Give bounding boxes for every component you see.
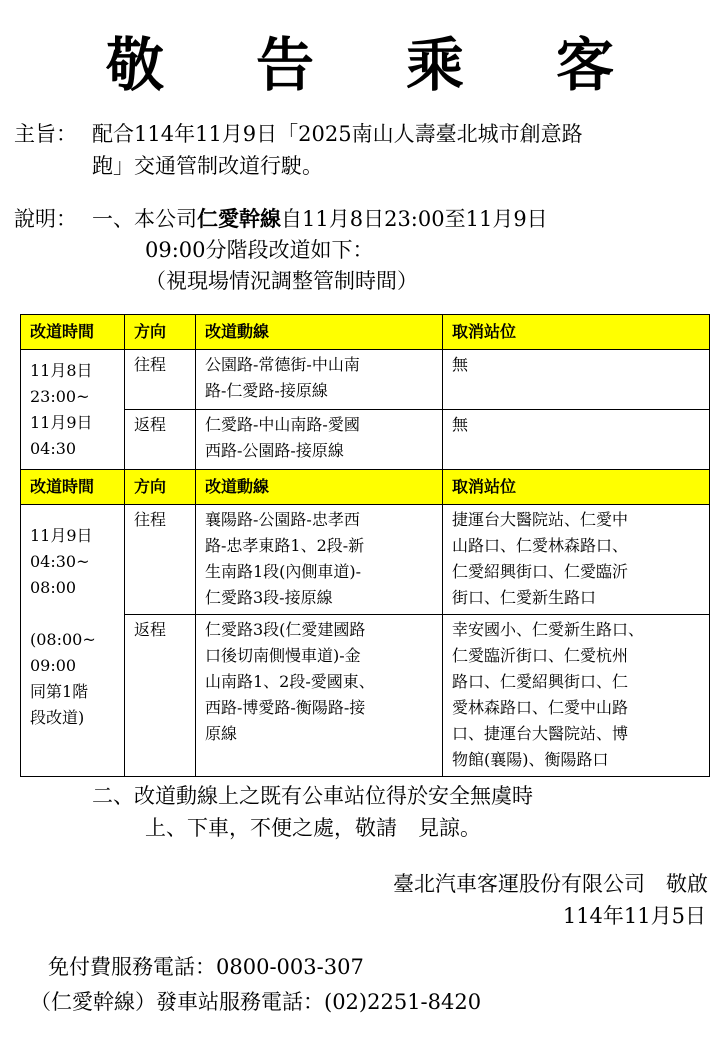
explanation-item-1-line-3: （視現場情況調整管制時間） — [145, 269, 418, 293]
subject-line-1: 配合114年11月9日「2025南山人壽臺北城市創意路 — [92, 122, 583, 146]
route-name: 仁愛幹線 — [197, 206, 281, 231]
block-1-outbound-direction: 往程 — [125, 350, 196, 410]
title-char: 客 — [556, 31, 615, 99]
block-2-outbound-cancelled: 捷運台大醫院站、仁愛中 山路口、仁愛林森路口、 仁愛紹興街口、仁愛臨沂 街口、仁愛新生路口 — [443, 505, 710, 615]
item-2-line-1: 二、改道動線上之既有公車站位得於安全無虞時 — [92, 784, 533, 808]
explanation-item-1-line-2: 09:00分階段改道如下： — [145, 238, 374, 262]
block-1-outbound-route: 公園路-常德街-中山南 路-仁愛路-接原線 — [196, 350, 443, 410]
block-2-return-route: 仁愛路3段(仁愛建國路 口後切南側慢車道)-金 山南路1、2段-愛國東、 西路-博愛路-衡陽路-接 原線 — [196, 615, 443, 777]
item-1-rest: 自11月8日23:00至11月9日 — [281, 207, 548, 231]
block-1-return-direction: 返程 — [125, 410, 196, 470]
block-2-outbound-route: 襄陽路-公園路-忠孝西 路-忠孝東路1、2段-新 生南路1段(內側車道)- 仁愛路3段-接原線 — [196, 505, 443, 615]
item-2-line-2: 上、下車，不便之處，敬請 見諒。 — [145, 816, 481, 840]
header-route: 改道動線 — [196, 315, 443, 350]
explanation-item-1-line-1 — [92, 203, 548, 235]
block-2-return-cancelled: 幸安國小、仁愛新生路口、 仁愛臨沂街口、仁愛杭州 路口、仁愛紹興街口、仁 愛林森路口、仁愛中山路 口、捷運台大醫院站、博 物館(襄陽)、衡陽路口 — [443, 615, 710, 777]
title-char: 告 — [255, 31, 314, 99]
station-phone: （仁愛幹線）發車站服務電話：(02)2251-8420 — [30, 990, 482, 1014]
header-cancelled: 取消站位 — [443, 315, 710, 350]
table-header-row — [21, 470, 710, 505]
explanation-label: 說明： — [14, 207, 77, 231]
header-direction: 方向 — [125, 470, 196, 505]
table-row — [21, 350, 710, 410]
company-signature: 臺北汽車客運股份有限公司 敬啟 — [393, 872, 708, 896]
item-1-prefix: 一、本公司 — [92, 207, 197, 231]
block-2-time: 11月9日 04:30~ 08:00 (08:00~ 09:00 同第1階 段改道) — [21, 505, 125, 777]
header-cancelled: 取消站位 — [443, 470, 710, 505]
subject-line-2: 跑」交通管制改道行駛。 — [92, 154, 323, 178]
header-time: 改道時間 — [21, 470, 125, 505]
block-1-time: 11月8日 23:00~ 11月9日 04:30 — [21, 350, 125, 470]
title-char: 乘 — [406, 31, 465, 99]
block-1-outbound-cancelled: 無 — [443, 350, 710, 410]
block-2-return-direction: 返程 — [125, 615, 196, 777]
header-route: 改道動線 — [196, 470, 443, 505]
table-row — [21, 615, 710, 777]
header-time: 改道時間 — [21, 315, 125, 350]
title-char: 敬 — [105, 31, 164, 99]
toll-free-hotline: 免付費服務電話：0800-003-307 — [48, 955, 364, 979]
table-row — [21, 505, 710, 615]
table-row — [21, 410, 710, 470]
notice-title — [0, 18, 720, 102]
header-direction: 方向 — [125, 315, 196, 350]
detour-table — [20, 314, 710, 777]
subject-label: 主旨： — [14, 122, 77, 146]
table-header-row — [21, 315, 710, 350]
block-1-return-route: 仁愛路-中山南路-愛國 西路-公園路-接原線 — [196, 410, 443, 470]
block-1-return-cancelled: 無 — [443, 410, 710, 470]
block-2-outbound-direction: 往程 — [125, 505, 196, 615]
notice-date: 114年11月5日 — [562, 904, 706, 928]
